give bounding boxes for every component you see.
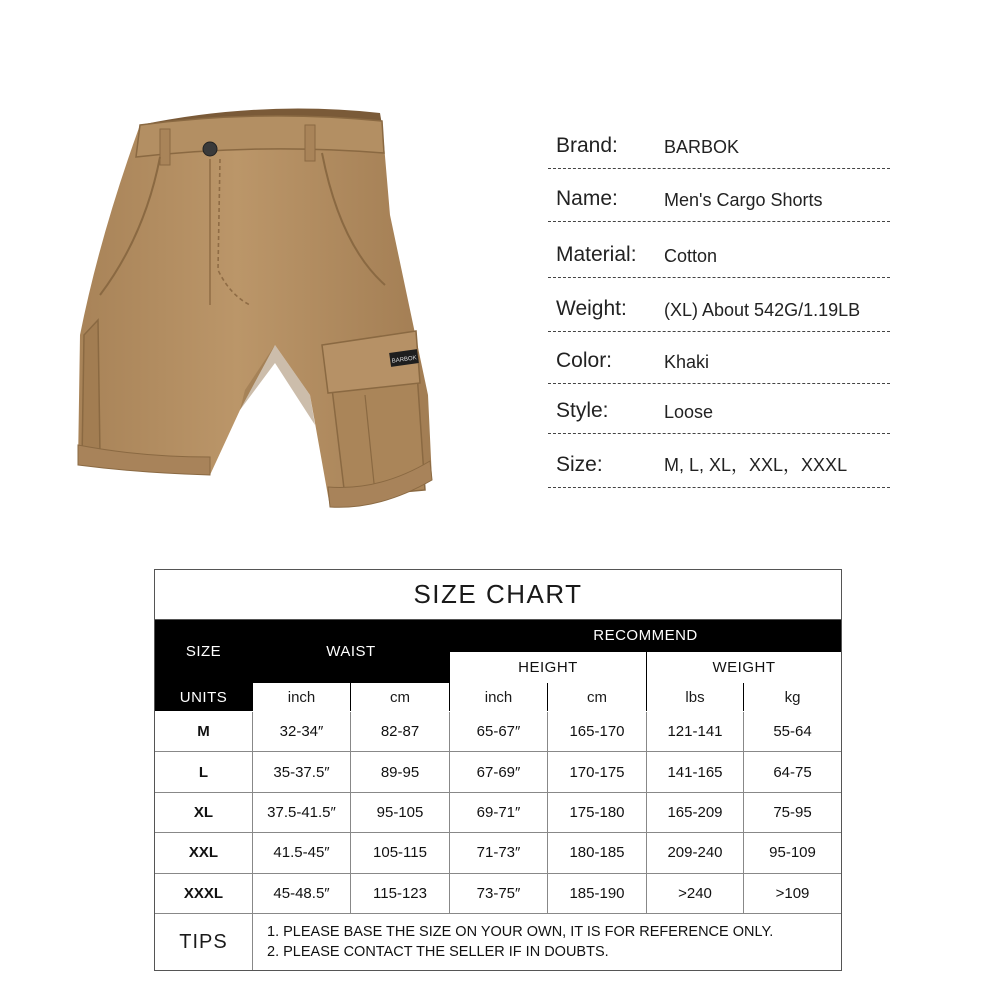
value-cell: 75-95 bbox=[744, 793, 841, 833]
spec-row-brand bbox=[548, 117, 890, 169]
value-cell: 69-71″ bbox=[450, 793, 548, 833]
value-cell: 141-165 bbox=[647, 752, 744, 792]
value-cell: 89-95 bbox=[351, 752, 450, 792]
spec-label: Size: bbox=[556, 453, 603, 476]
value-cell: 170-175 bbox=[548, 752, 647, 792]
value-cell: 115-123 bbox=[351, 874, 450, 914]
value-cell: 175-180 bbox=[548, 793, 647, 833]
unit-label: cm bbox=[548, 683, 646, 711]
unit-label: inch bbox=[253, 683, 350, 711]
header-weight: WEIGHT bbox=[647, 652, 841, 683]
value-cell: 71-73″ bbox=[450, 833, 548, 873]
header-height: HEIGHT bbox=[450, 652, 646, 683]
tip-line: 1. PLEASE BASE THE SIZE ON YOUR OWN, IT IS FOR REFERENCE ONLY. bbox=[267, 924, 774, 940]
size-cell: M bbox=[155, 712, 253, 752]
spec-row-color bbox=[548, 332, 890, 384]
header-units: UNITS bbox=[155, 683, 252, 711]
value-cell: 41.5-45″ bbox=[253, 833, 351, 873]
value-cell: >240 bbox=[647, 874, 744, 914]
spec-label: Material: bbox=[556, 243, 637, 266]
button bbox=[203, 142, 217, 156]
tips-label: TIPS bbox=[155, 914, 253, 970]
value-cell: 95-109 bbox=[744, 833, 841, 873]
spec-value: M, L, XL，XXL，XXXL bbox=[664, 455, 848, 475]
value-cell: 73-75″ bbox=[450, 874, 548, 914]
belt-loop bbox=[305, 125, 315, 161]
belt-loop bbox=[160, 129, 170, 165]
spec-row-weight bbox=[548, 280, 890, 332]
value-cell: 121-141 bbox=[647, 712, 744, 752]
value-cell: 64-75 bbox=[744, 752, 841, 792]
product-image bbox=[60, 95, 460, 525]
spec-row-material bbox=[548, 226, 890, 278]
value-cell: 82-87 bbox=[351, 712, 450, 752]
spec-label: Style: bbox=[556, 399, 609, 422]
value-cell: 209-240 bbox=[647, 833, 744, 873]
value-cell: >109 bbox=[744, 874, 841, 914]
size-cell: L bbox=[155, 752, 253, 792]
size-chart-table bbox=[154, 569, 842, 971]
value-cell: 185-190 bbox=[548, 874, 647, 914]
size-cell: XXL bbox=[155, 833, 253, 873]
value-cell: 165-209 bbox=[647, 793, 744, 833]
size-chart-title: SIZE CHART bbox=[155, 570, 841, 620]
tips-text bbox=[267, 922, 837, 962]
unit-label: inch bbox=[450, 683, 547, 711]
spec-label: Brand: bbox=[556, 134, 618, 157]
header-size: SIZE bbox=[155, 620, 252, 683]
header-waist: WAIST bbox=[253, 620, 449, 683]
spec-value: BARBOK bbox=[664, 137, 740, 157]
spec-label: Weight: bbox=[556, 297, 627, 320]
spec-row-size bbox=[548, 436, 890, 488]
unit-label: lbs bbox=[647, 683, 743, 711]
value-cell: 37.5-41.5″ bbox=[253, 793, 351, 833]
value-cell: 35-37.5″ bbox=[253, 752, 351, 792]
unit-label: kg bbox=[744, 683, 841, 711]
value-cell: 65-67″ bbox=[450, 712, 548, 752]
header-recommend: RECOMMEND bbox=[450, 620, 841, 651]
value-cell: 95-105 bbox=[351, 793, 450, 833]
value-cell: 45-48.5″ bbox=[253, 874, 351, 914]
value-cell: 67-69″ bbox=[450, 752, 548, 792]
spec-row-name bbox=[548, 170, 890, 222]
spec-row-style bbox=[548, 382, 890, 434]
value-cell: 32-34″ bbox=[253, 712, 351, 752]
value-cell: 180-185 bbox=[548, 833, 647, 873]
spec-value: Khaki bbox=[664, 352, 710, 372]
value-cell: 55-64 bbox=[744, 712, 841, 752]
spec-label: Name: bbox=[556, 187, 618, 210]
size-cell: XL bbox=[155, 793, 253, 833]
spec-value: (XL) About 542G/1.19LB bbox=[664, 300, 861, 320]
value-cell: 165-170 bbox=[548, 712, 647, 752]
spec-value: Loose bbox=[664, 402, 714, 422]
size-cell: XXXL bbox=[155, 874, 253, 914]
tip-line: 2. PLEASE CONTACT THE SELLER IF IN DOUBTS. bbox=[267, 944, 609, 960]
spec-label: Color: bbox=[556, 349, 613, 372]
spec-value: Men's Cargo Shorts bbox=[664, 190, 823, 210]
spec-value: Cotton bbox=[664, 246, 718, 266]
unit-label: cm bbox=[351, 683, 449, 711]
cargo-pocket-left bbox=[82, 320, 100, 460]
value-cell: 105-115 bbox=[351, 833, 450, 873]
svg-text:BARBOK: BARBOK bbox=[391, 355, 418, 365]
